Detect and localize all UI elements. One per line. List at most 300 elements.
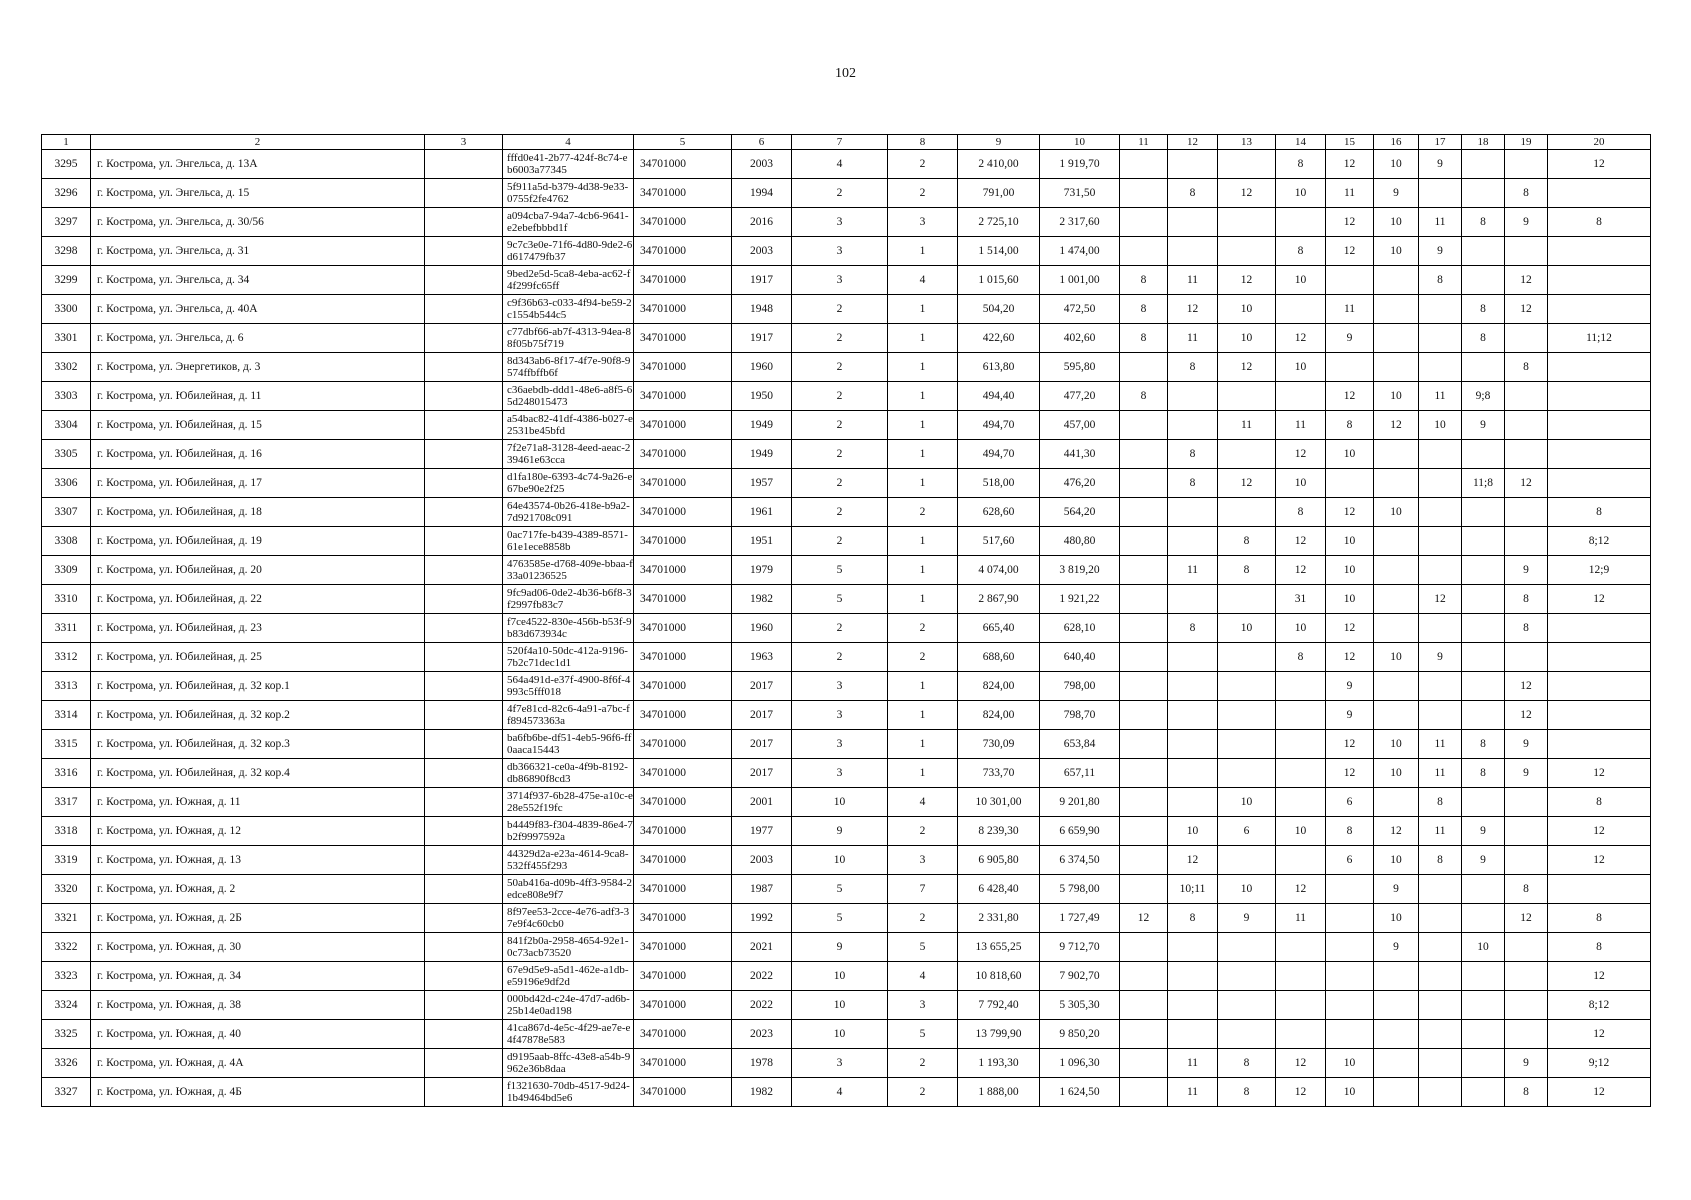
- table-cell-col-20: 12: [1548, 150, 1651, 179]
- table-cell-col-12: 11: [1168, 1078, 1218, 1107]
- table-cell-col-5: 34701000: [634, 1078, 732, 1107]
- table-cell-col-4: 000bd42d-c24e-47d7-ad6b-25b14e0ad198: [503, 991, 634, 1020]
- table-cell-col-14: [1276, 962, 1326, 991]
- table-row: [42, 295, 1651, 324]
- table-cell-col-18: [1462, 440, 1505, 469]
- table-cell-col-18: 11;8: [1462, 469, 1505, 498]
- table-cell-col-17: 9: [1419, 237, 1462, 266]
- table-cell-col-5: 34701000: [634, 701, 732, 730]
- table-cell-col-5: 34701000: [634, 991, 732, 1020]
- table-cell-col-13: [1218, 382, 1276, 411]
- table-cell-col-6: 2021: [732, 933, 792, 962]
- table-cell-col-9: 791,00: [958, 179, 1040, 208]
- table-cell-col-12: [1168, 382, 1218, 411]
- table-cell-col-5: 34701000: [634, 585, 732, 614]
- table-cell-col-9: 824,00: [958, 701, 1040, 730]
- table-cell-col-12: [1168, 150, 1218, 179]
- table-cell-col-7: 10: [792, 1020, 888, 1049]
- table-cell-col-7: 2: [792, 411, 888, 440]
- table-cell-col-18: [1462, 875, 1505, 904]
- table-cell-col-6: 1917: [732, 266, 792, 295]
- table-cell-col-15: 9: [1326, 324, 1374, 353]
- table-cell-col-7: 5: [792, 904, 888, 933]
- table-cell-col-19: [1505, 527, 1548, 556]
- table-cell-col-9: 518,00: [958, 469, 1040, 498]
- table-cell-col-20: [1548, 179, 1651, 208]
- table-cell-col-14: 8: [1276, 237, 1326, 266]
- table-cell-col-15: 10: [1326, 527, 1374, 556]
- table-cell-col-8: 2: [888, 904, 958, 933]
- table-cell-col-2: г. Кострома, ул. Энгельса, д. 30/56: [91, 208, 425, 237]
- table-cell-col-12: 11: [1168, 1049, 1218, 1078]
- table-cell-col-6: 2003: [732, 237, 792, 266]
- table-cell-col-18: [1462, 353, 1505, 382]
- table-cell-col-3: [425, 991, 503, 1020]
- table-cell-col-14: 12: [1276, 1078, 1326, 1107]
- table-cell-col-9: 2 410,00: [958, 150, 1040, 179]
- table-cell-col-15: 9: [1326, 672, 1374, 701]
- table-cell-col-8: 3: [888, 846, 958, 875]
- table-cell-col-20: [1548, 382, 1651, 411]
- table-cell-col-11: [1120, 962, 1168, 991]
- table-cell-col-15: [1326, 904, 1374, 933]
- column-header-20: 20: [1548, 135, 1651, 150]
- table-cell-col-19: 12: [1505, 672, 1548, 701]
- table-cell-col-19: 12: [1505, 469, 1548, 498]
- table-cell-col-2: г. Кострома, ул. Энгельса, д. 31: [91, 237, 425, 266]
- table-cell-col-11: [1120, 701, 1168, 730]
- table-cell-col-10: 1 919,70: [1040, 150, 1120, 179]
- table-cell-col-16: 9: [1374, 933, 1419, 962]
- table-cell-col-20: 8;12: [1548, 527, 1651, 556]
- table-cell-col-15: 11: [1326, 179, 1374, 208]
- table-cell-col-5: 34701000: [634, 324, 732, 353]
- table-cell-col-1: 3314: [42, 701, 91, 730]
- table-cell-col-15: 12: [1326, 730, 1374, 759]
- table-cell-col-14: 10: [1276, 266, 1326, 295]
- table-cell-col-5: 34701000: [634, 846, 732, 875]
- table-cell-col-16: [1374, 1020, 1419, 1049]
- table-cell-col-2: г. Кострома, ул. Южная, д. 30: [91, 933, 425, 962]
- table-cell-col-9: 2 725,10: [958, 208, 1040, 237]
- table-cell-col-7: 2: [792, 324, 888, 353]
- table-cell-col-15: 10: [1326, 1078, 1374, 1107]
- table-cell-col-9: 8 239,30: [958, 817, 1040, 846]
- table-cell-col-18: 9;8: [1462, 382, 1505, 411]
- table-cell-col-7: 3: [792, 672, 888, 701]
- table-cell-col-11: [1120, 527, 1168, 556]
- table-cell-col-16: [1374, 1078, 1419, 1107]
- table-cell-col-19: 8: [1505, 614, 1548, 643]
- table-cell-col-15: [1326, 266, 1374, 295]
- table-cell-col-9: 7 792,40: [958, 991, 1040, 1020]
- table-cell-col-2: г. Кострома, ул. Юбилейная, д. 19: [91, 527, 425, 556]
- table-cell-col-6: 2017: [732, 701, 792, 730]
- table-cell-col-5: 34701000: [634, 788, 732, 817]
- table-cell-col-4: d1fa180e-6393-4c74-9a26-e67be90e2f25: [503, 469, 634, 498]
- table-cell-col-5: 34701000: [634, 527, 732, 556]
- table-cell-col-5: 34701000: [634, 440, 732, 469]
- table-cell-col-9: 494,40: [958, 382, 1040, 411]
- table-cell-col-20: [1548, 440, 1651, 469]
- table-cell-col-14: 10: [1276, 469, 1326, 498]
- table-cell-col-9: 6 428,40: [958, 875, 1040, 904]
- table-row: [42, 324, 1651, 353]
- column-header-15: 15: [1326, 135, 1374, 150]
- table-cell-col-20: [1548, 701, 1651, 730]
- table-cell-col-17: [1419, 469, 1462, 498]
- table-cell-col-3: [425, 614, 503, 643]
- table-cell-col-16: 9: [1374, 875, 1419, 904]
- table-cell-col-5: 34701000: [634, 353, 732, 382]
- table-cell-col-2: г. Кострома, ул. Юбилейная, д. 17: [91, 469, 425, 498]
- table-cell-col-14: 10: [1276, 614, 1326, 643]
- table-cell-col-15: 10: [1326, 440, 1374, 469]
- table-cell-col-15: 12: [1326, 614, 1374, 643]
- table-cell-col-14: [1276, 701, 1326, 730]
- table-cell-col-6: 1992: [732, 904, 792, 933]
- table-cell-col-7: 10: [792, 991, 888, 1020]
- table-cell-col-8: 1: [888, 295, 958, 324]
- table-cell-col-4: a54bac82-41df-4386-b027-e2531be45bfd: [503, 411, 634, 440]
- table-cell-col-4: 841f2b0a-2958-4654-92e1-0c73acb73520: [503, 933, 634, 962]
- table-cell-col-20: 8: [1548, 788, 1651, 817]
- table-cell-col-8: 4: [888, 788, 958, 817]
- table-row: [42, 904, 1651, 933]
- table-row: [42, 150, 1651, 179]
- table-cell-col-16: [1374, 701, 1419, 730]
- table-cell-col-15: 8: [1326, 411, 1374, 440]
- table-cell-col-5: 34701000: [634, 469, 732, 498]
- table-cell-col-17: 8: [1419, 788, 1462, 817]
- table-cell-col-3: [425, 846, 503, 875]
- table-cell-col-17: [1419, 353, 1462, 382]
- table-cell-col-3: [425, 701, 503, 730]
- table-cell-col-6: 1917: [732, 324, 792, 353]
- table-cell-col-4: b4449f83-f304-4839-86e4-7b2f9997592a: [503, 817, 634, 846]
- table-cell-col-7: 10: [792, 962, 888, 991]
- table-cell-col-1: 3306: [42, 469, 91, 498]
- table-cell-col-10: 9 712,70: [1040, 933, 1120, 962]
- table-cell-col-7: 10: [792, 788, 888, 817]
- table-cell-col-1: 3308: [42, 527, 91, 556]
- table-cell-col-4: 9bed2e5d-5ca8-4eba-ac62-f4f299fc65ff: [503, 266, 634, 295]
- table-cell-col-6: 2001: [732, 788, 792, 817]
- column-header-6: 6: [732, 135, 792, 150]
- table-cell-col-10: 480,80: [1040, 527, 1120, 556]
- table-cell-col-6: 1949: [732, 440, 792, 469]
- table-cell-col-12: 8: [1168, 469, 1218, 498]
- table-cell-col-14: 12: [1276, 324, 1326, 353]
- table-cell-col-16: 10: [1374, 150, 1419, 179]
- table-row: [42, 411, 1651, 440]
- table-cell-col-3: [425, 324, 503, 353]
- table-cell-col-14: 11: [1276, 411, 1326, 440]
- table-cell-col-7: 3: [792, 1049, 888, 1078]
- table-cell-col-13: 10: [1218, 788, 1276, 817]
- table-cell-col-4: 5f911a5d-b379-4d38-9e33-0755f2fe4762: [503, 179, 634, 208]
- table-cell-col-1: 3317: [42, 788, 91, 817]
- table-cell-col-4: 67e9d5e9-a5d1-462e-a1db-e59196e9df2d: [503, 962, 634, 991]
- table-cell-col-3: [425, 1049, 503, 1078]
- column-header-13: 13: [1218, 135, 1276, 150]
- table-cell-col-8: 2: [888, 498, 958, 527]
- table-cell-col-12: [1168, 730, 1218, 759]
- table-cell-col-4: c9f36b63-c033-4f94-be59-2c1554b544c5: [503, 295, 634, 324]
- table-cell-col-17: 11: [1419, 730, 1462, 759]
- table-cell-col-13: 10: [1218, 614, 1276, 643]
- table-cell-col-20: 8: [1548, 904, 1651, 933]
- table-row: [42, 817, 1651, 846]
- table-cell-col-2: г. Кострома, ул. Южная, д. 11: [91, 788, 425, 817]
- table-cell-col-16: 10: [1374, 382, 1419, 411]
- table-cell-col-8: 5: [888, 1020, 958, 1049]
- table-cell-col-6: 1951: [732, 527, 792, 556]
- table-cell-col-17: 9: [1419, 643, 1462, 672]
- table-cell-col-19: [1505, 498, 1548, 527]
- table-cell-col-12: [1168, 991, 1218, 1020]
- table-cell-col-18: [1462, 904, 1505, 933]
- table-cell-col-2: г. Кострома, ул. Юбилейная, д. 11: [91, 382, 425, 411]
- column-header-7: 7: [792, 135, 888, 150]
- table-cell-col-4: db366321-ce0a-4f9b-8192-db86890f8cd3: [503, 759, 634, 788]
- table-cell-col-6: 1979: [732, 556, 792, 585]
- table-cell-col-2: г. Кострома, ул. Южная, д. 34: [91, 962, 425, 991]
- table-cell-col-19: [1505, 788, 1548, 817]
- table-cell-col-3: [425, 788, 503, 817]
- table-cell-col-2: г. Кострома, ул. Южная, д. 4Б: [91, 1078, 425, 1107]
- column-header-17: 17: [1419, 135, 1462, 150]
- table-cell-col-14: [1276, 759, 1326, 788]
- table-cell-col-20: [1548, 614, 1651, 643]
- table-cell-col-18: 8: [1462, 324, 1505, 353]
- table-cell-col-1: 3299: [42, 266, 91, 295]
- table-cell-col-4: 9c7c3e0e-71f6-4d80-9de2-6d617479fb37: [503, 237, 634, 266]
- table-row: [42, 1020, 1651, 1049]
- table-cell-col-20: 12: [1548, 759, 1651, 788]
- table-cell-col-13: 12: [1218, 469, 1276, 498]
- table-cell-col-12: 8: [1168, 904, 1218, 933]
- table-row: [42, 933, 1651, 962]
- table-cell-col-13: 12: [1218, 179, 1276, 208]
- table-cell-col-6: 2003: [732, 150, 792, 179]
- table-cell-col-8: 1: [888, 759, 958, 788]
- table-cell-col-7: 2: [792, 295, 888, 324]
- table-cell-col-7: 2: [792, 614, 888, 643]
- table-cell-col-16: [1374, 614, 1419, 643]
- table-cell-col-6: 2017: [732, 759, 792, 788]
- table-cell-col-3: [425, 266, 503, 295]
- table-cell-col-12: 11: [1168, 324, 1218, 353]
- table-cell-col-16: [1374, 556, 1419, 585]
- table-cell-col-17: 8: [1419, 846, 1462, 875]
- table-cell-col-11: [1120, 730, 1168, 759]
- table-cell-col-15: 12: [1326, 150, 1374, 179]
- table-cell-col-5: 34701000: [634, 179, 732, 208]
- table-cell-col-15: [1326, 875, 1374, 904]
- table-cell-col-19: 12: [1505, 904, 1548, 933]
- table-cell-col-11: 8: [1120, 295, 1168, 324]
- table-cell-col-8: 1: [888, 353, 958, 382]
- table-cell-col-3: [425, 150, 503, 179]
- table-cell-col-1: 3325: [42, 1020, 91, 1049]
- table-row: [42, 643, 1651, 672]
- table-cell-col-19: [1505, 440, 1548, 469]
- table-cell-col-18: [1462, 150, 1505, 179]
- table-cell-col-18: 8: [1462, 730, 1505, 759]
- table-cell-col-4: c77dbf66-ab7f-4313-94ea-88f05b75f719: [503, 324, 634, 353]
- table-row: [42, 875, 1651, 904]
- table-cell-col-18: [1462, 643, 1505, 672]
- table-cell-col-8: 1: [888, 527, 958, 556]
- column-header-1: 1: [42, 135, 91, 150]
- table-cell-col-19: 9: [1505, 730, 1548, 759]
- table-cell-col-18: [1462, 672, 1505, 701]
- table-cell-col-4: a094cba7-94a7-4cb6-9641-e2ebefbbbd1f: [503, 208, 634, 237]
- table-cell-col-1: 3326: [42, 1049, 91, 1078]
- table-row: [42, 556, 1651, 585]
- housing-register-table: [41, 134, 1651, 1107]
- table-cell-col-18: [1462, 585, 1505, 614]
- table-cell-col-11: [1120, 817, 1168, 846]
- table-cell-col-20: [1548, 730, 1651, 759]
- table-cell-col-12: 12: [1168, 295, 1218, 324]
- table-cell-col-10: 402,60: [1040, 324, 1120, 353]
- table-cell-col-11: [1120, 179, 1168, 208]
- table-cell-col-2: г. Кострома, ул. Энгельса, д. 40А: [91, 295, 425, 324]
- table-cell-col-15: 9: [1326, 701, 1374, 730]
- table-cell-col-5: 34701000: [634, 817, 732, 846]
- table-cell-col-7: 2: [792, 382, 888, 411]
- table-cell-col-11: 8: [1120, 266, 1168, 295]
- table-cell-col-18: [1462, 179, 1505, 208]
- table-cell-col-14: [1276, 730, 1326, 759]
- table-cell-col-9: 422,60: [958, 324, 1040, 353]
- table-cell-col-13: 8: [1218, 1049, 1276, 1078]
- table-cell-col-20: 8: [1548, 498, 1651, 527]
- table-cell-col-13: [1218, 933, 1276, 962]
- table-cell-col-9: 517,60: [958, 527, 1040, 556]
- table-cell-col-9: 613,80: [958, 353, 1040, 382]
- table-cell-col-4: 564a491d-e37f-4900-8f6f-4993c5fff018: [503, 672, 634, 701]
- table-cell-col-15: 12: [1326, 208, 1374, 237]
- table-cell-col-20: [1548, 353, 1651, 382]
- table-cell-col-8: 3: [888, 991, 958, 1020]
- table-cell-col-20: 12: [1548, 817, 1651, 846]
- table-cell-col-10: 472,50: [1040, 295, 1120, 324]
- table-cell-col-16: 10: [1374, 730, 1419, 759]
- table-cell-col-13: [1218, 962, 1276, 991]
- table-cell-col-6: 1963: [732, 643, 792, 672]
- table-cell-col-5: 34701000: [634, 382, 732, 411]
- table-cell-col-11: [1120, 614, 1168, 643]
- table-cell-col-16: 10: [1374, 237, 1419, 266]
- table-cell-col-8: 1: [888, 701, 958, 730]
- table-cell-col-10: 9 850,20: [1040, 1020, 1120, 1049]
- table-cell-col-19: 9: [1505, 1049, 1548, 1078]
- table-cell-col-3: [425, 179, 503, 208]
- table-cell-col-2: г. Кострома, ул. Юбилейная, д. 18: [91, 498, 425, 527]
- table-cell-col-10: 6 374,50: [1040, 846, 1120, 875]
- table-cell-col-13: [1218, 1020, 1276, 1049]
- table-cell-col-12: 10;11: [1168, 875, 1218, 904]
- table-cell-col-11: [1120, 469, 1168, 498]
- table-cell-col-14: 8: [1276, 498, 1326, 527]
- table-cell-col-20: [1548, 237, 1651, 266]
- table-cell-col-8: 4: [888, 962, 958, 991]
- table-cell-col-20: 11;12: [1548, 324, 1651, 353]
- table-cell-col-14: [1276, 1020, 1326, 1049]
- table-cell-col-7: 3: [792, 237, 888, 266]
- table-cell-col-4: 0ac717fe-b439-4389-8571-61e1ece8858b: [503, 527, 634, 556]
- column-header-11: 11: [1120, 135, 1168, 150]
- table-cell-col-11: [1120, 1020, 1168, 1049]
- table-cell-col-3: [425, 817, 503, 846]
- table-cell-col-9: 6 905,80: [958, 846, 1040, 875]
- table-cell-col-11: [1120, 933, 1168, 962]
- table-cell-col-12: 12: [1168, 846, 1218, 875]
- table-cell-col-6: 2016: [732, 208, 792, 237]
- table-cell-col-20: [1548, 672, 1651, 701]
- table-cell-col-5: 34701000: [634, 933, 732, 962]
- column-header-3: 3: [425, 135, 503, 150]
- table-cell-col-7: 3: [792, 730, 888, 759]
- table-cell-col-17: [1419, 295, 1462, 324]
- table-cell-col-20: [1548, 469, 1651, 498]
- table-cell-col-16: 10: [1374, 846, 1419, 875]
- table-cell-col-12: [1168, 759, 1218, 788]
- table-cell-col-10: 6 659,90: [1040, 817, 1120, 846]
- table-row: [42, 846, 1651, 875]
- table-cell-col-12: [1168, 788, 1218, 817]
- table-cell-col-8: 1: [888, 440, 958, 469]
- table-cell-col-8: 1: [888, 411, 958, 440]
- table-cell-col-6: 2022: [732, 991, 792, 1020]
- table-cell-col-1: 3322: [42, 933, 91, 962]
- table-row: [42, 962, 1651, 991]
- table-cell-col-20: 12: [1548, 846, 1651, 875]
- table-header: [42, 135, 1651, 150]
- table-cell-col-14: 10: [1276, 179, 1326, 208]
- table-cell-col-13: 10: [1218, 875, 1276, 904]
- table-cell-col-8: 1: [888, 237, 958, 266]
- table-cell-col-18: [1462, 527, 1505, 556]
- table-cell-col-10: 564,20: [1040, 498, 1120, 527]
- table-cell-col-19: [1505, 324, 1548, 353]
- table-cell-col-4: 4f7e81cd-82c6-4a91-a7bc-ff894573363a: [503, 701, 634, 730]
- table-cell-col-18: [1462, 1049, 1505, 1078]
- table-cell-col-12: 8: [1168, 614, 1218, 643]
- table-cell-col-10: 441,30: [1040, 440, 1120, 469]
- table-cell-col-18: [1462, 1078, 1505, 1107]
- table-cell-col-3: [425, 1020, 503, 1049]
- table-cell-col-17: [1419, 933, 1462, 962]
- table-cell-col-10: 798,70: [1040, 701, 1120, 730]
- table-cell-col-6: 1950: [732, 382, 792, 411]
- table-cell-col-16: [1374, 527, 1419, 556]
- table-cell-col-18: 8: [1462, 208, 1505, 237]
- table-cell-col-7: 2: [792, 498, 888, 527]
- table-cell-col-6: 1977: [732, 817, 792, 846]
- table-cell-col-3: [425, 498, 503, 527]
- table-cell-col-4: 3714f937-6b28-475e-a10c-e28e552f19fc: [503, 788, 634, 817]
- table-cell-col-9: 1 193,30: [958, 1049, 1040, 1078]
- table-cell-col-3: [425, 440, 503, 469]
- table-cell-col-15: [1326, 962, 1374, 991]
- table-cell-col-18: [1462, 701, 1505, 730]
- table-cell-col-12: 8: [1168, 353, 1218, 382]
- table-cell-col-20: [1548, 643, 1651, 672]
